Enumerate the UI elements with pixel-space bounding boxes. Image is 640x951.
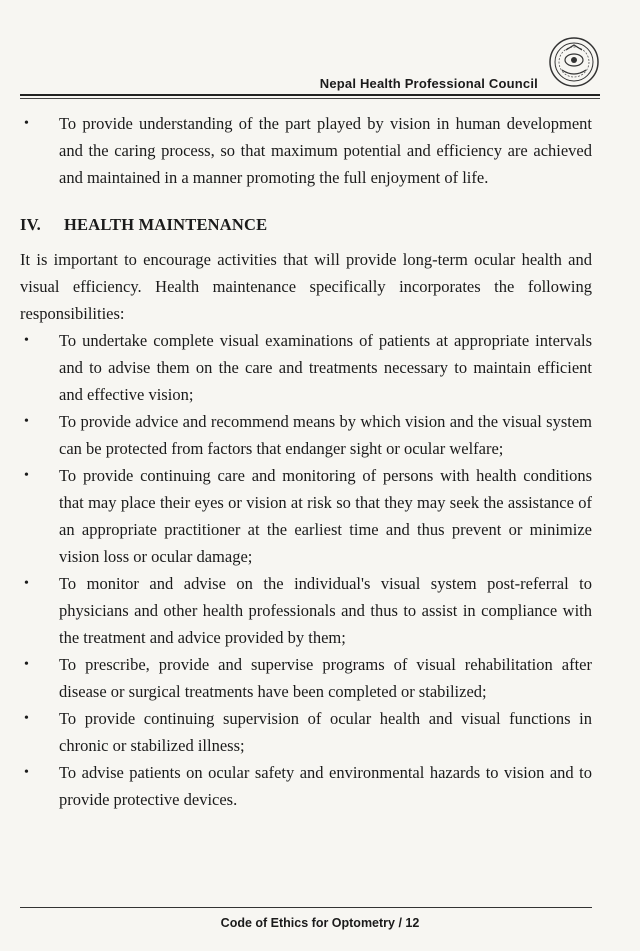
section-title: HEALTH MAINTENANCE (64, 215, 268, 234)
list-item-text: To prescribe, provide and supervise programs of visual rehabilitation after disease or surgical treatments have been completed or stabilized; (59, 655, 592, 701)
council-seal-icon (548, 36, 600, 88)
list-item-text: To provide understanding of the part played by vision in human development and the caring process, so that maximum potential and efficiency are achieved and maintained in a manner promoting the full enjoyment of life. (59, 114, 592, 187)
list-item-text: To advise patients on ocular safety and environmental hazards to vision and to provide protective devices. (59, 763, 592, 809)
list-item (20, 570, 592, 651)
list-item (20, 705, 592, 759)
bullet-marker: • (24, 116, 29, 131)
list-item-text: To provide continuing supervision of ocular health and visual functions in chronic or stabilized illness; (59, 709, 592, 755)
list-item (20, 110, 592, 191)
bullet-marker: • (24, 711, 29, 726)
list-item (20, 327, 592, 408)
list-item (20, 408, 592, 462)
section-number: IV. (20, 215, 41, 234)
header-title: Nepal Health Professional Council (319, 76, 538, 91)
bullet-marker: • (24, 765, 29, 780)
bullet-marker: • (24, 657, 29, 672)
page-header (20, 30, 600, 100)
page-footer: Code of Ethics for Optometry / 12 (220, 916, 420, 930)
header-rule (20, 94, 600, 99)
section-heading (20, 211, 592, 238)
bullet-marker: • (24, 576, 29, 591)
bullet-marker: • (24, 414, 29, 429)
list-item (20, 759, 592, 813)
list-item-text: To undertake complete visual examinations of patients at appropriate intervals and to advise them on the care and treatments necessary to maintain efficient and effective vision; (59, 331, 592, 404)
list-item-text: To provide continuing care and monitoring of persons with health conditions that may place their eyes or vision at risk so that they may seek the assistance of an appropriate practitioner at the earliest time and thus prevent or minimize vision loss or ocular damage; (59, 466, 592, 566)
list-item-text: To provide advice and recommend means by which vision and the visual system can be protected from factors that endanger sight or ocular welfare; (59, 412, 592, 458)
bullet-marker: • (24, 468, 29, 483)
page-content (20, 110, 592, 813)
list-item (20, 651, 592, 705)
list-item (20, 462, 592, 570)
section-intro: It is important to encourage activities that will provide long-term ocular health and visual efficiency. Health maintenance specifically incorporates the following responsibilities: (20, 250, 592, 323)
list-item-text: To monitor and advise on the individual's visual system post-referral to physicians and other health professionals and thus to assist in compliance with the treatment and advice provided by them; (59, 574, 592, 647)
footer-rule (20, 907, 592, 908)
bullet-marker: • (24, 333, 29, 348)
